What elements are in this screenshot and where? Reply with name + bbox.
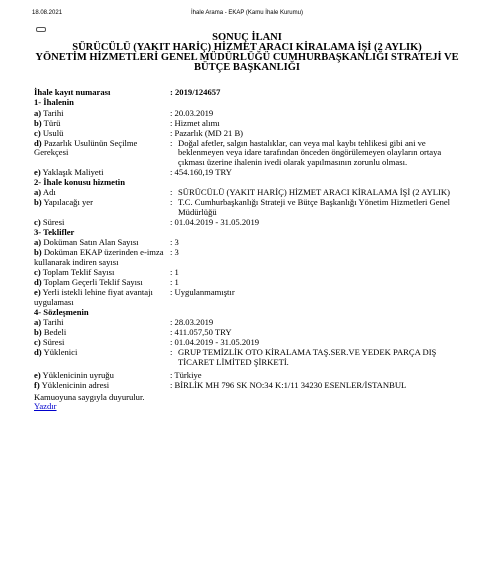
tender-title: SÜRÜCÜLÜ (YAKIT HARİÇ) HİZMET ARACI KİRALAMA İŞİ (2 AYLIK) — [72, 42, 422, 53]
print-date: 18.08.2021 — [32, 10, 63, 16]
item-letter: c) — [34, 127, 41, 138]
estimated-cost-label: Yaklaşık Maliyeti — [42, 166, 104, 177]
docs-purchased-label: Doküman Satın Alan Sayısı — [43, 237, 139, 248]
section-2-title: 2- İhale konusu hizmetin — [34, 176, 125, 187]
price-advantage-row — [34, 288, 464, 307]
service-location-value: T.C. Cumhurbaşkanlığı Strateji ve Bütçe Başkanlığı Yönetim Hizmetleri Genel Müdürlüğü — [178, 197, 451, 217]
contract-duration-label: Süresi — [42, 337, 65, 348]
tender-type-label: Türü — [43, 117, 61, 128]
tender-date-row — [34, 109, 464, 119]
negotiation-reason-label: Pazarlık Usulünün Seçilme Gerekçesi — [34, 137, 138, 158]
service-duration-value: : 01.04.2019 - 31.05.2019 — [170, 216, 260, 227]
contractor-nationality-value: : Türkiye — [170, 370, 202, 381]
price-advantage-value: : Uygulanmamıştır — [170, 286, 235, 297]
estimated-cost-row — [34, 168, 464, 178]
section-1-title: 1- İhalenin — [34, 96, 74, 107]
registration-row — [34, 88, 464, 98]
price-advantage-label: Yerli istekli lehine fiyat avantajı uygulaması — [34, 286, 153, 307]
print-header — [0, 10, 494, 20]
item-letter: b) — [34, 117, 42, 128]
tender-procedure-label: Usulü — [42, 127, 64, 138]
item-letter: a) — [34, 317, 42, 328]
contractor-address-label: Yüklenicinin adresi — [41, 380, 110, 391]
contractor-value: GRUP TEMİZLİK OTO KİRALAMA TAŞ.SER.VE YEDEK PARÇA DIŞ TİCARET LİMİTED ŞİRKETİ. — [178, 347, 437, 367]
item-letter: b) — [34, 327, 42, 338]
item-letter: e) — [34, 166, 41, 177]
item-letter: a) — [34, 187, 42, 198]
estimated-cost-value: : 454.160,19 TRY — [170, 166, 232, 177]
item-letter: d) — [34, 347, 42, 358]
service-location-row: b) Yapılacağı yer : T.C. Cumhurbaşkanlığı Strateji ve Bütçe Başkanlığı Yönetim Hizmetleri Genel Müdürlüğü — [34, 198, 464, 217]
docs-downloaded-value: : 3 — [170, 247, 179, 258]
contract-date-row — [34, 318, 464, 328]
item-letter: d) — [34, 137, 42, 148]
contractor-row: d) Yüklenici : GRUP TEMİZLİK OTO KİRALAMA TAŞ.SER.VE YEDEK PARÇA DIŞ TİCARET LİMİTED ŞİRKETİ. — [34, 348, 464, 367]
contract-date-value: : 28.03.2019 — [170, 317, 214, 328]
collapse-minus-icon[interactable] — [36, 27, 46, 32]
service-duration-row — [34, 218, 464, 228]
authority-line-2: BÜTÇE BAŞKANLIĞI — [194, 62, 300, 73]
announcement-type: SONUÇ İLANI — [212, 32, 282, 43]
contract-amount-label: Bedeli — [43, 327, 67, 338]
item-letter: a) — [34, 107, 42, 118]
registration-label: İhale kayıt numarası — [34, 87, 111, 97]
print-page-title: İhale Arama - EKAP (Kamu İhale Kurumu) — [191, 10, 303, 16]
contract-amount-value: : 411.057,50 TRY — [170, 327, 232, 338]
docs-downloaded-label: Doküman EKAP üzerinden e-imza kullanarak indiren sayısı — [34, 247, 164, 267]
negotiation-reason-row: d) Pazarlık Usulünün Seçilme Gerekçesi : Doğal afetler, salgın hastalıklar, can veya mal kaybı tehlikesi gibi ani ve beklenmeyen veya idare tarafından önceden öngörülemeyen olayların ortaya çıkması üzerine ihalenin ivedi olarak yapılmasının zorunlu olması. — [34, 139, 464, 168]
tender-date-value: : 20.03.2019 — [170, 107, 214, 118]
authority-line-1: YÖNETİM HİZMETLERİ GENEL MÜDÜRLÜĞÜ CUMHURBAŞKANLIĞI STRATEJİ VE — [35, 52, 459, 63]
valid-bids-value: : 1 — [170, 276, 179, 287]
service-duration-label: Süresi — [42, 216, 65, 227]
service-name-label: Adı — [42, 187, 56, 198]
tender-date-label: Tarihi — [43, 107, 64, 118]
section-3-title: 3- Teklifler — [34, 226, 75, 237]
item-letter: b) — [34, 247, 42, 258]
tender-procedure-value: : Pazarlık (MD 21 B) — [170, 127, 244, 138]
print-link[interactable]: Yazdır — [34, 401, 57, 412]
item-letter: f) — [34, 380, 40, 391]
service-name-value: SÜRÜCÜLÜ (YAKIT HARİÇ) HİZMET ARACI KİRALAMA İŞİ (2 AYLIK) — [178, 187, 450, 198]
item-letter: a) — [34, 237, 42, 248]
valid-bids-label: Toplam Geçerli Teklif Sayısı — [43, 276, 143, 287]
contract-duration-value: : 01.04.2019 - 31.05.2019 — [170, 337, 260, 348]
item-letter: d) — [34, 276, 42, 287]
item-letter: c) — [34, 337, 41, 348]
section-4-title: 4- Sözleşmenin — [34, 306, 89, 317]
item-letter: c) — [34, 266, 41, 277]
contract-date-label: Tarihi — [43, 317, 64, 328]
tender-type-row — [34, 119, 464, 129]
total-bids-label: Toplam Teklif Sayısı — [42, 266, 115, 277]
contractor-nationality-label: Yüklenicinin uyruğu — [42, 370, 114, 381]
service-name-row: a) Adı : SÜRÜCÜLÜ (YAKIT HARİÇ) HİZMET ARACI KİRALAMA İŞİ (2 AYLIK) — [34, 188, 464, 198]
docs-purchased-value: : 3 — [170, 237, 179, 248]
item-letter: b) — [34, 197, 42, 208]
tender-type-value: : Hizmet alımı — [170, 117, 220, 128]
service-location-label: Yapılacağı yer — [43, 197, 93, 208]
contractor-label: Yüklenici — [43, 347, 78, 358]
item-letter: e) — [34, 286, 41, 297]
registration-value: : 2019/124657 — [170, 87, 221, 97]
negotiation-reason-value: Doğal afetler, salgın hastalıklar, can veya mal kaybı tehlikesi gibi ani ve beklenmeyen veya idare tarafından önceden öngörülemeyen olayların ortaya çıkması üzerine ihalenin ivedi olarak yapılmasının zorunlu olması. — [178, 137, 442, 167]
item-letter: c) — [34, 216, 41, 227]
announcement-header — [20, 33, 474, 73]
closing-note: Kamuoyuna saygıyla duyurulur. — [34, 391, 145, 402]
total-bids-value: : 1 — [170, 266, 179, 277]
contractor-address-row — [34, 381, 464, 391]
announcement-body — [34, 88, 464, 412]
contractor-address-value: : BİRLİK MH 796 SK NO:34 K:1/11 34230 ESENLER/İSTANBUL — [170, 380, 407, 391]
item-letter: e) — [34, 370, 41, 381]
docs-downloaded-row — [34, 248, 464, 267]
